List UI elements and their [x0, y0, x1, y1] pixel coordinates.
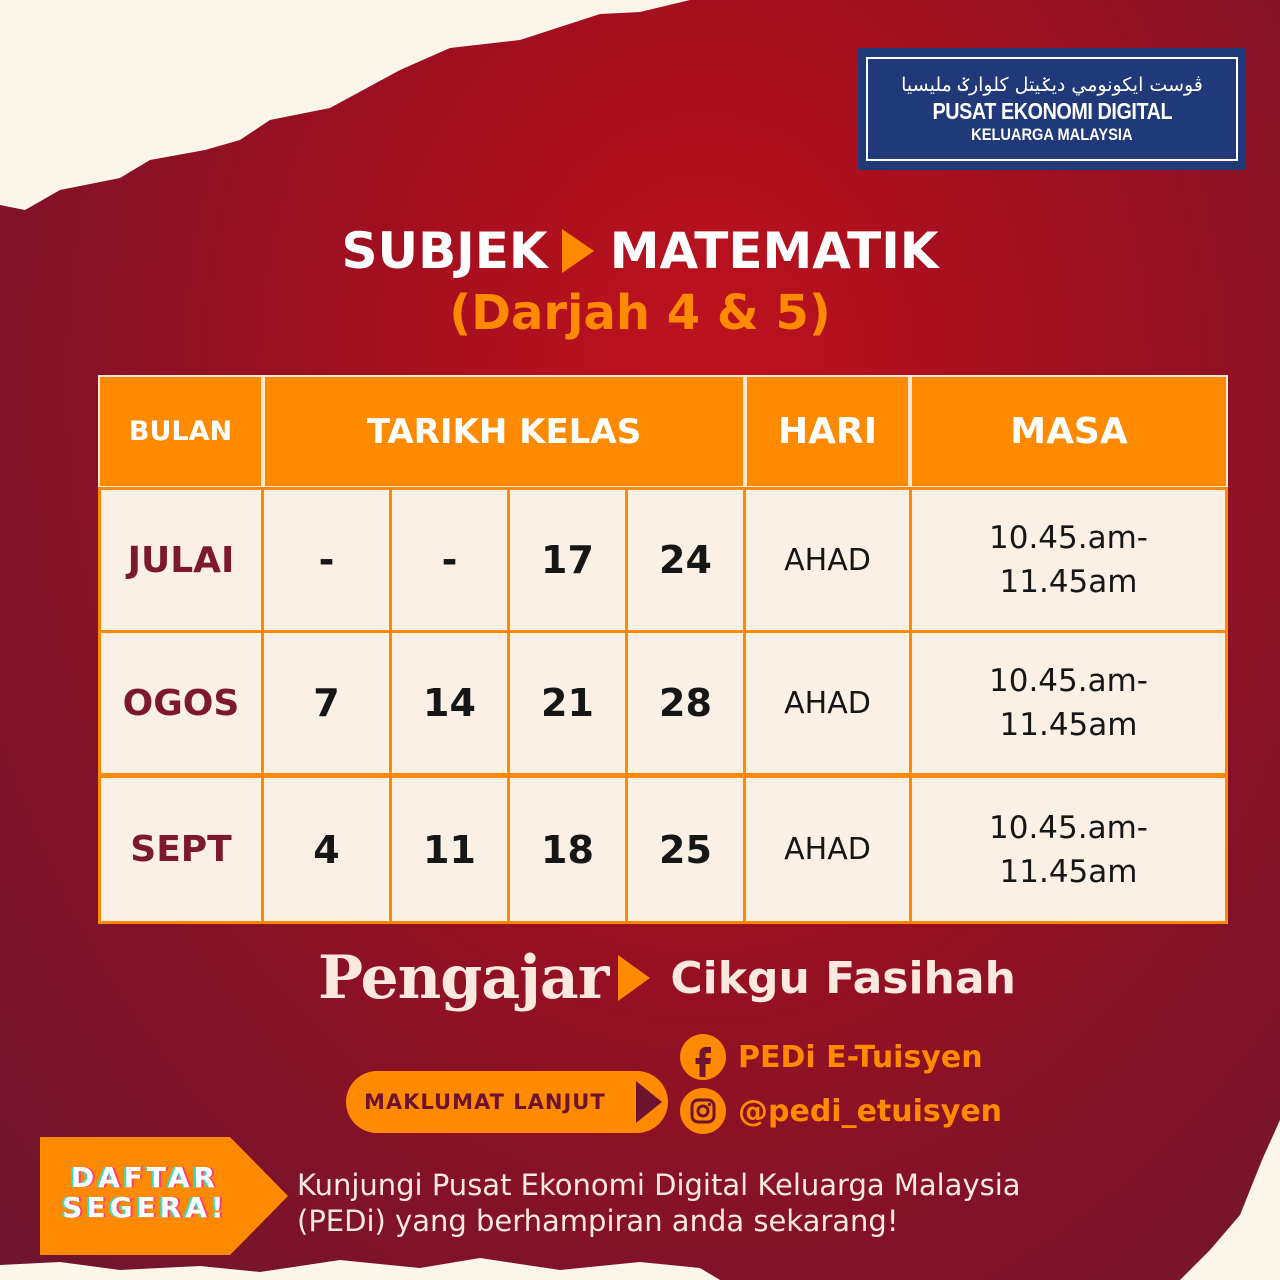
facebook-link[interactable] [680, 1034, 983, 1080]
facebook-icon [680, 1034, 726, 1080]
header-day: HARI [745, 375, 910, 488]
time-cell [909, 487, 1228, 633]
subject-label: SUBJEK [341, 222, 548, 280]
month-cell: JULAI [98, 487, 264, 633]
header-month: BULAN [98, 375, 263, 488]
facebook-handle: PEDi E-Tuisyen [738, 1039, 983, 1075]
time-start: 10.45.am- [989, 663, 1148, 699]
teacher-label: Pengajar [318, 943, 609, 1013]
teacher-name: Cikgu Fasihah [670, 952, 1016, 1004]
logo-line-2: KELUARGA MALAYSIA [971, 125, 1133, 144]
register-line-1: DAFTAR [70, 1161, 220, 1194]
date-cell: 11 [389, 775, 510, 924]
header-dates: TARIKH KELAS [263, 375, 745, 488]
day-cell: AHAD [743, 630, 912, 776]
date-cell: 28 [625, 630, 746, 776]
teacher-line [318, 938, 1016, 1018]
footer-line-2: (PEDi) yang berhampiran anda sekarang! [297, 1204, 899, 1238]
header-time: MASA [910, 375, 1228, 488]
date-cell: 25 [625, 775, 746, 924]
logo-line-1: PUSAT EKONOMI DIGITAL [932, 98, 1172, 124]
time-start: 10.45.am- [989, 520, 1148, 556]
date-cell: 17 [507, 487, 628, 633]
page-title [0, 222, 1280, 280]
instagram-icon [680, 1088, 726, 1134]
date-cell: 14 [389, 630, 510, 776]
date-cell: - [389, 487, 510, 633]
play-arrow-icon [636, 1081, 662, 1123]
time-end: 11.45am [999, 564, 1138, 600]
time-cell [909, 630, 1228, 776]
subject-name: MATEMATIK [609, 222, 939, 280]
pedi-logo [858, 48, 1246, 170]
play-arrow-icon [562, 229, 594, 273]
logo-jawi-text: ڤوست ايكونومي ديݢيتل کلوارݢ مليسيا [901, 74, 1203, 96]
date-cell: 21 [507, 630, 628, 776]
day-cell: AHAD [743, 775, 912, 924]
schedule-table [98, 375, 1228, 924]
day-cell: AHAD [743, 487, 912, 633]
date-cell: 7 [261, 630, 392, 776]
date-cell: 4 [261, 775, 392, 924]
instagram-handle: @pedi_etuisyen [738, 1093, 1003, 1129]
time-end: 11.45am [999, 707, 1138, 743]
more-info-label: MAKLUMAT LANJUT [364, 1090, 606, 1114]
grade-subtitle: (Darjah 4 & 5) [449, 285, 831, 341]
month-cell: SEPT [98, 775, 264, 924]
date-cell: - [261, 487, 392, 633]
time-start: 10.45.am- [989, 809, 1148, 846]
register-now-text [40, 1163, 250, 1223]
more-info-button[interactable] [346, 1071, 668, 1133]
play-arrow-icon [618, 955, 650, 1001]
date-cell: 24 [625, 487, 746, 633]
date-cell: 18 [507, 775, 628, 924]
footer-line-1: Kunjungi Pusat Ekonomi Digital Keluarga Malaysia [297, 1168, 1021, 1202]
register-line-2: SEGERA! [62, 1191, 228, 1224]
footer-message [297, 1167, 1197, 1239]
time-cell [909, 775, 1228, 924]
instagram-link[interactable] [680, 1088, 1002, 1134]
month-cell: OGOS [98, 630, 264, 776]
time-end: 11.45am [999, 853, 1138, 890]
